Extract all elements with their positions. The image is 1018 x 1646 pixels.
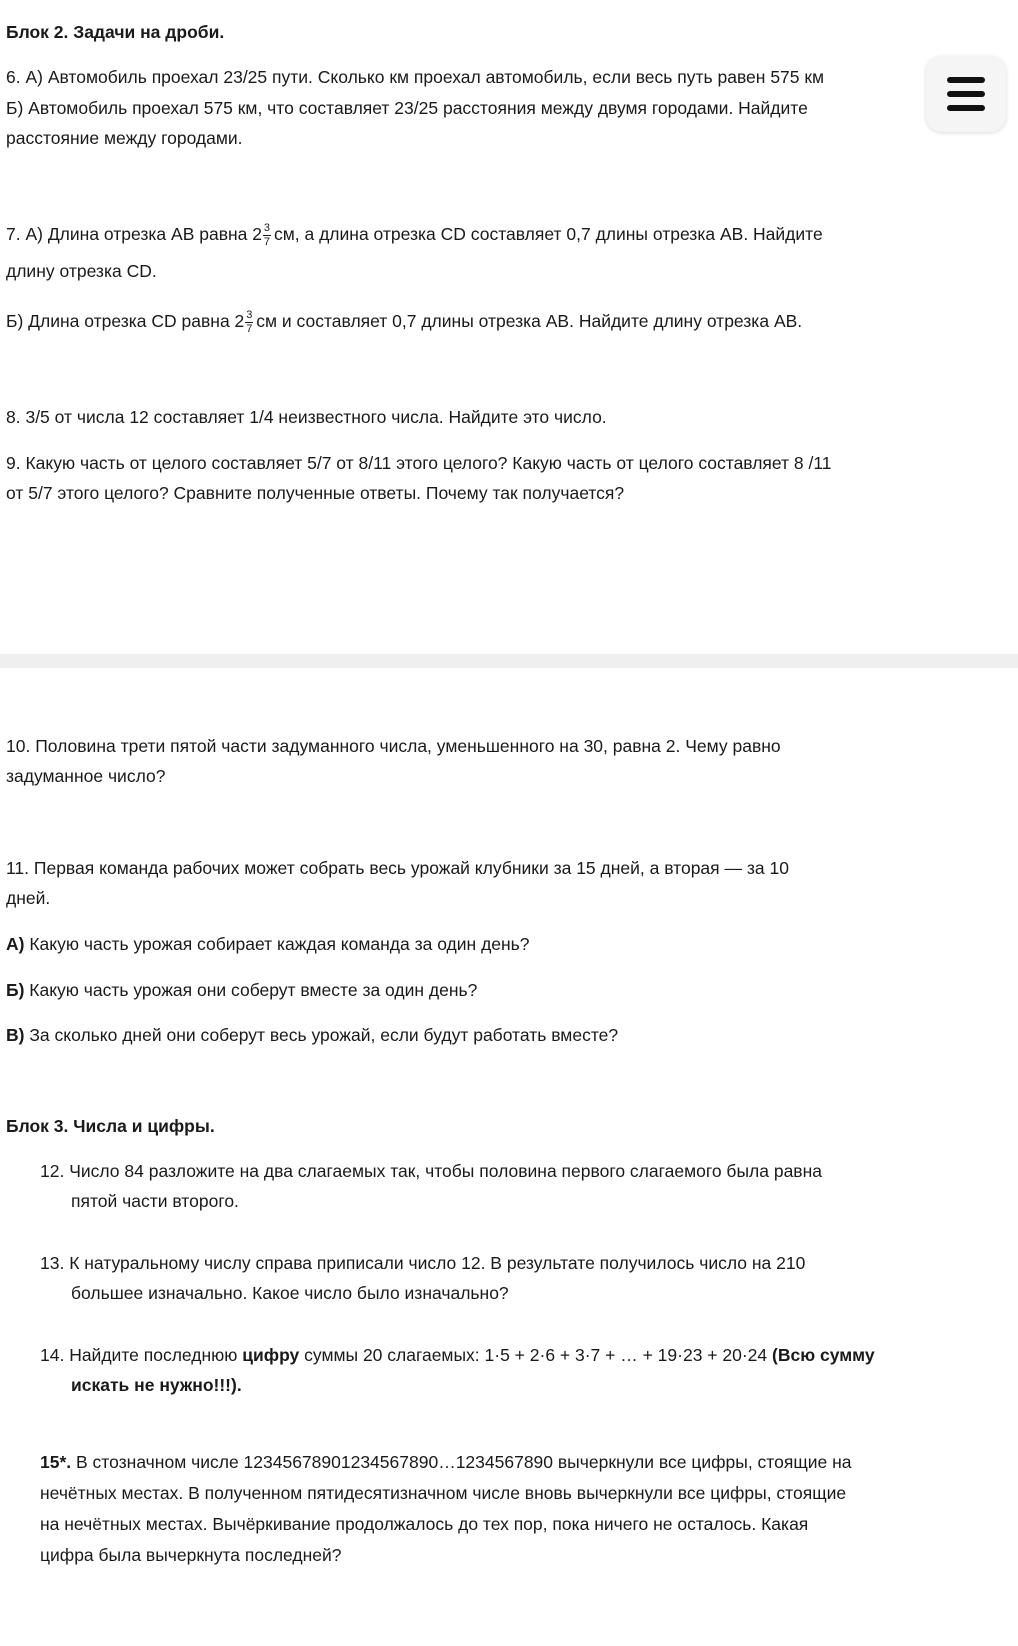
problem-7a — [6, 219, 966, 250]
problem-12-line2: пятой части второго. — [71, 1191, 239, 1211]
problem-11a — [6, 929, 966, 960]
problem-13-line2: большее изначально. Какое число было изначально? — [71, 1283, 509, 1303]
problem-11b-label: Б) — [6, 980, 25, 1000]
fraction-3-7 — [263, 222, 271, 248]
problem-11c-label: В) — [6, 1025, 25, 1045]
problem-6b-line1: Б) Автомобиль проехал 575 км, что составляет 23/25 расстояния между двумя городами. Найдите — [6, 98, 808, 118]
block3-title: Блок 3. Числа и цифры. — [6, 1116, 215, 1136]
problem-11a-label: А) — [6, 934, 25, 954]
problem-7a-text-post: см, а длина отрезка CD составляет 0,7 длины отрезка АВ. Найдите — [273, 224, 823, 244]
problem-6b-line2: расстояние между городами. — [6, 128, 243, 148]
problem-14-line1 — [40, 1340, 970, 1371]
problem-15-line2: нечётных местах. В полученном пятидесятизначном числе вновь вычеркнули все цифры, стоящие — [40, 1483, 847, 1503]
problem-6a: 6. А) Автомобиль проехал 23/25 пути. Сколько км проехал автомобиль, если весь путь равен 575 км — [6, 67, 825, 87]
fraction-numerator: 3 — [263, 222, 271, 235]
problem-11b-text: Какую часть урожая они соберут вместе за один день? — [24, 980, 478, 1000]
problem-11c-text: За сколько дней они соберут весь урожай, если будут работать вместе? — [24, 1025, 619, 1045]
problem-10-line1: 10. Половина трети пятой части задуманного числа, уменьшенного на 30, равна 2. Чему равно — [6, 736, 781, 756]
problem-15-line1 — [40, 1447, 970, 1478]
problem-7b-text-post: см и составляет 0,7 длины отрезка АВ. Найдите длину отрезка АВ. — [256, 311, 803, 331]
problem-7a-line2: длину отрезка CD. — [6, 261, 157, 281]
problem-14-bold-note: (Всю сумму — [772, 1345, 875, 1365]
problem-15-text: В стозначном числе 12345678901234567890…1234567890 вычеркнули все цифры, стоящие на — [71, 1452, 852, 1472]
problem-14-bold-digit: цифру — [242, 1345, 300, 1365]
fraction-3-7 — [245, 309, 253, 335]
problem-9-line1: 9. Какую часть от целого составляет 5/7 от 8/11 этого целого? Какую часть от целого составляет 8 /11 — [6, 453, 832, 473]
problem-15-label: 15*. — [40, 1452, 72, 1472]
section-divider — [0, 654, 1018, 668]
problem-14-line2: искать не нужно!!!). — [71, 1375, 242, 1395]
problem-11a-text: Какую часть урожая собирает каждая команда за один день? — [24, 934, 530, 954]
problem-7b — [6, 306, 966, 337]
block2-title: Блок 2. Задачи на дроби. — [6, 22, 225, 42]
problem-12-line1: 12. Число 84 разложите на два слагаемых так, чтобы половина первого слагаемого была равна — [40, 1161, 822, 1181]
problem-10-line2: задуманное число? — [6, 766, 166, 786]
problem-15-line4: цифра была вычеркнута последней? — [40, 1545, 342, 1565]
fraction-denominator: 7 — [263, 236, 271, 249]
fraction-denominator: 7 — [246, 323, 253, 336]
hamburger-menu-icon[interactable] — [926, 56, 1006, 132]
problem-13-line1: 13. К натуральному числу справа приписали число 12. В результате получилось число на 210 — [40, 1253, 806, 1273]
problem-15-line3: на нечётных местах. Вычёркивание продолжалось до тех пор, пока ничего не осталось. Какая — [40, 1514, 809, 1534]
problem-14-text-pre: 14. Найдите последнюю — [40, 1345, 243, 1365]
problem-11-line2: дней. — [6, 888, 51, 908]
problem-7b-text: Б) Длина отрезка CD равна 2 — [6, 311, 245, 331]
problem-14-text-mid: суммы 20 слагаемых: 1·5 + 2·6 + 3·7 + … + 19·23 + 20·24 — [299, 1345, 772, 1365]
problem-9-line2: от 5/7 этого целого? Сравните полученные ответы. Почему так получается? — [6, 483, 625, 503]
problem-11b — [6, 975, 966, 1006]
problem-11-line1: 11. Первая команда рабочих может собрать весь урожай клубники за 15 дней, а вторая — за 10 — [6, 858, 789, 878]
problem-8: 8. 3/5 от числа 12 составляет 1/4 неизвестного числа. Найдите это число. — [6, 407, 607, 427]
fraction-numerator: 3 — [246, 309, 253, 322]
problem-7a-text: 7. А) Длина отрезка АВ равна 2 — [6, 224, 262, 244]
problem-11c — [6, 1020, 966, 1051]
